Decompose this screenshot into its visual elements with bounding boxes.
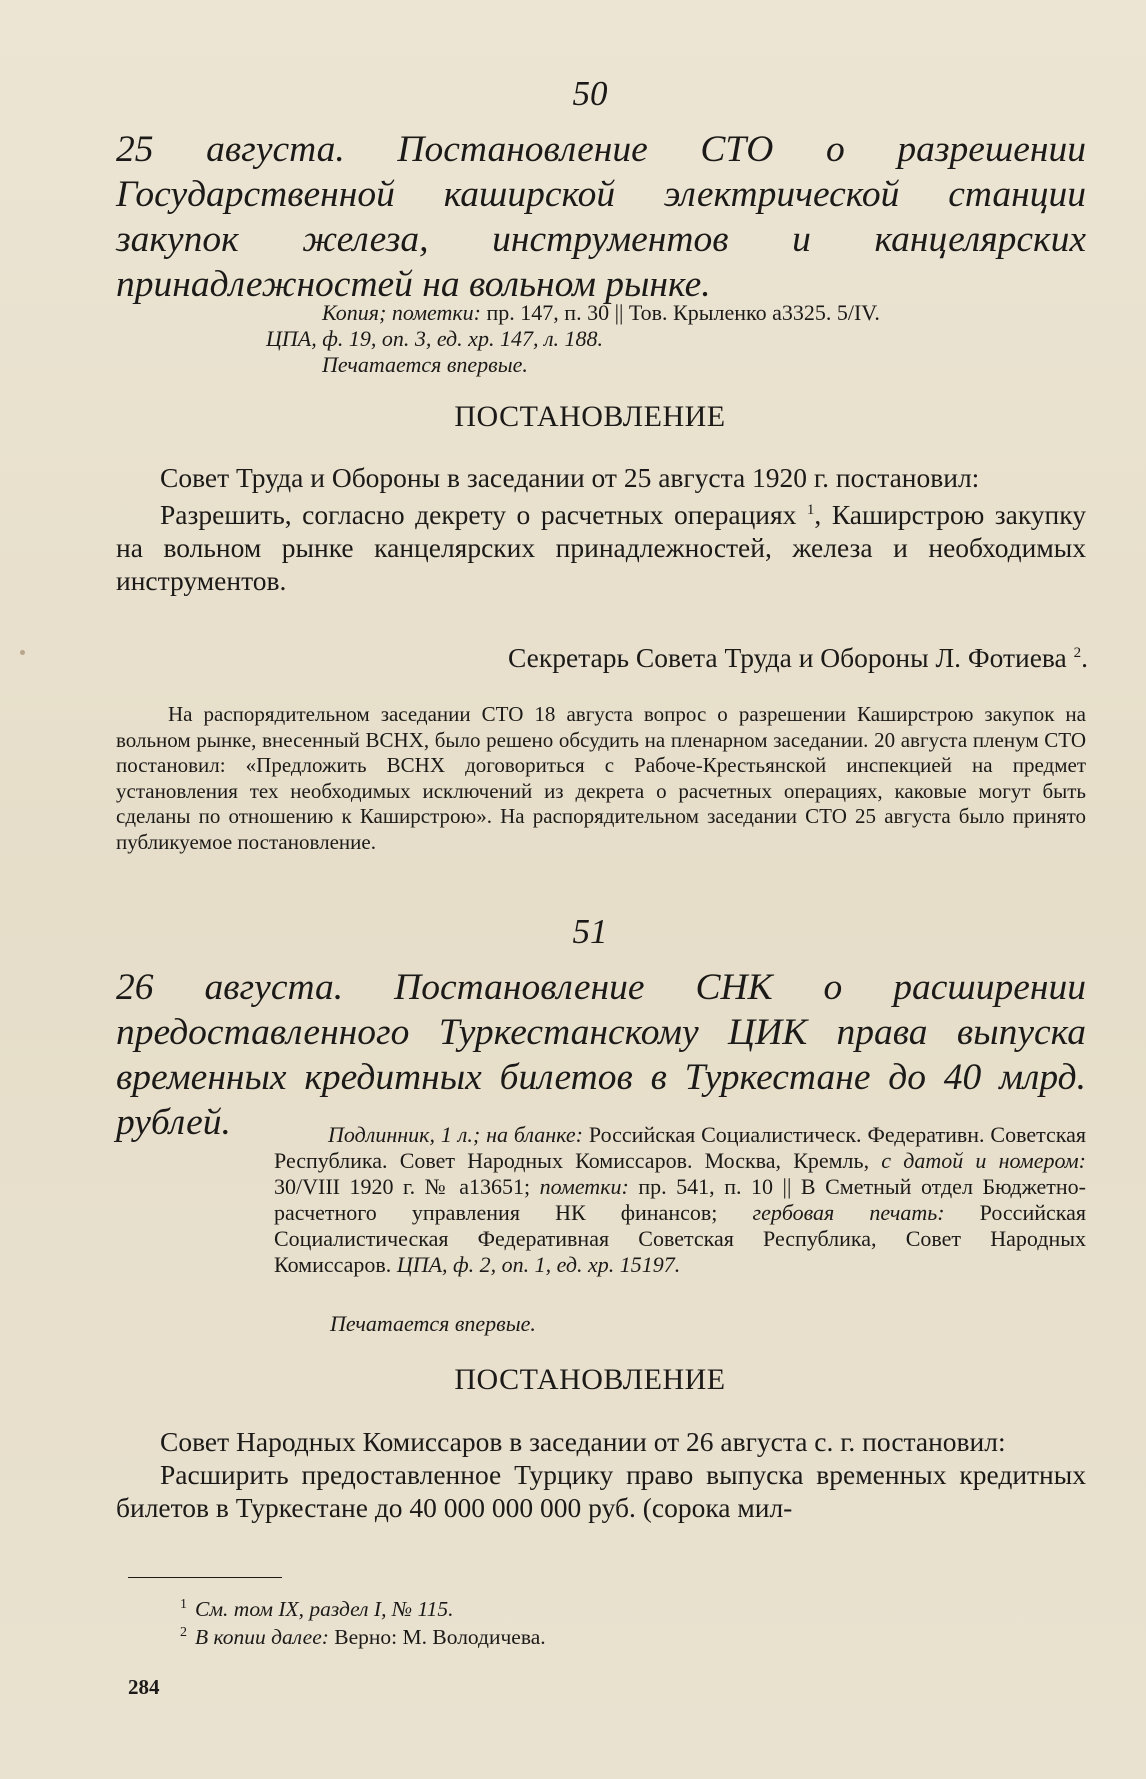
source-part-5: пр. 541, п. 10 || В Сметный отдел Бюджетно-расчетного управления НК финансов; [274,1174,1086,1225]
document-heading-51: 26 августа. Постановление СНК о расширении предоставленного Туркестанскому ЦИК права выпуска временных кредитных билетов в Туркестане до 40 млрд. рублей. [116,967,1086,1143]
archive-source-51 [274,1122,1086,1278]
page-number: 284 [128,1675,160,1699]
document-number-51: 51 [572,912,608,951]
signature-line-50 [508,642,1088,674]
body-paragraph-51-2: Расширить предоставленное Турцику право выпуска временных кредитных билетов в Туркестане до 40 000 000 000 руб. (сорока мил- [116,1459,1086,1523]
footnote-divider [128,1577,282,1578]
footnote-italic: В копии далее: [195,1625,329,1650]
source-part-3: 30/VIII 1920 г. № а13651; [274,1174,540,1199]
signature-text: Секретарь Совета Труда и Обороны Л. Фотиева [507,642,1067,673]
footnote-ref-2: 2 [1073,644,1082,661]
archive-source-50-line2: ЦПА, ф. 19, оп. 3, ед. хр. 147, л. 188. [266,326,604,351]
footnote-text: Верно: М. Володичева. [328,1625,546,1650]
body-paragraph-2-text-a: Разрешить, согласно декрету о расчетных операциях [160,499,797,531]
resolution-title-51: ПОСТАНОВЛЕНИЕ [454,1363,726,1396]
document-number-50: 50 [572,74,608,113]
source-part-8: ЦПА, ф. 2, оп. 1, ед. хр. 15197. [396,1252,681,1277]
footnote-1 [180,1597,454,1622]
resolution-title-50: ПОСТАНОВЛЕНИЕ [454,400,726,433]
footnote-ref-1: 1 [806,502,815,518]
body-paragraph-2-text-b: , Каширстрою закупку на вольном рынке канцелярских принадлежностей, железа и необходимых инструментов. [116,499,1086,597]
source-part-6: гербовая печать: [752,1200,945,1225]
source-part-2: с датой и номером: [881,1148,1086,1173]
source-label: Копия; пометки: [322,300,482,325]
source-part-4: пометки: [539,1174,629,1199]
publication-note-51: Печатается впервые. [330,1311,536,1336]
source-part-1: Российская Социалистическ. Федеративн. Советская Республика. Совет Народных Комиссаров. Москва, Кремль, [274,1122,1086,1173]
resolution-body-50 [116,461,1086,597]
archive-source-50-line1 [322,300,1086,326]
editorial-note-50: На распорядительном заседании СТО 18 августа вопрос о разрешении Каширстрою закупок на вольном рынке, внесенный ВСНХ, было решено обсудить на пленарном заседании. 20 августа пленум СТО постановил: «Предложить ВСНХ договориться с Рабоче-Крестьянской инспекцией на предмет установления тех необходимых исключений из декрета о расчетных операциях, каковые могут быть сделаны по отношению к Каширстрою». На распорядительном заседании СТО 25 августа было принято публикуемое постановление. [116,702,1086,854]
footnote-number: 1 [180,1597,187,1612]
signature-period: . [1081,642,1088,673]
footnote-number: 2 [180,1625,187,1640]
resolution-body-51 [116,1425,1086,1524]
source-part-7: Российская Социалистическая Федеративная Советская Республика, Совет Народных Комиссаров. [274,1200,1086,1277]
body-paragraph-1: Совет Труда и Обороны в заседании от 25 августа 1920 г. постановил: [160,462,980,493]
body-paragraph-51-1: Совет Народных Комиссаров в заседании от 26 августа с. г. постановил: [160,1426,1006,1457]
source-text: пр. 147, п. 30 || Тов. Крыленко а3325. 5/IV. [481,300,880,325]
document-heading-50: 25 августа. Постановление СТО о разрешении Государственной каширской электрической станции закупок железа, инструментов и канцелярских принадлежностей на вольном рынке. [116,129,1086,305]
footnote-italic: См. том IX, раздел I, № 115. [195,1597,454,1622]
footnote-2 [180,1625,546,1650]
source-part-0: Подлинник, 1 л.; на бланке: [328,1122,584,1147]
publication-note-50: Печатается впервые. [322,352,528,377]
body-paragraph-2 [116,494,1086,597]
